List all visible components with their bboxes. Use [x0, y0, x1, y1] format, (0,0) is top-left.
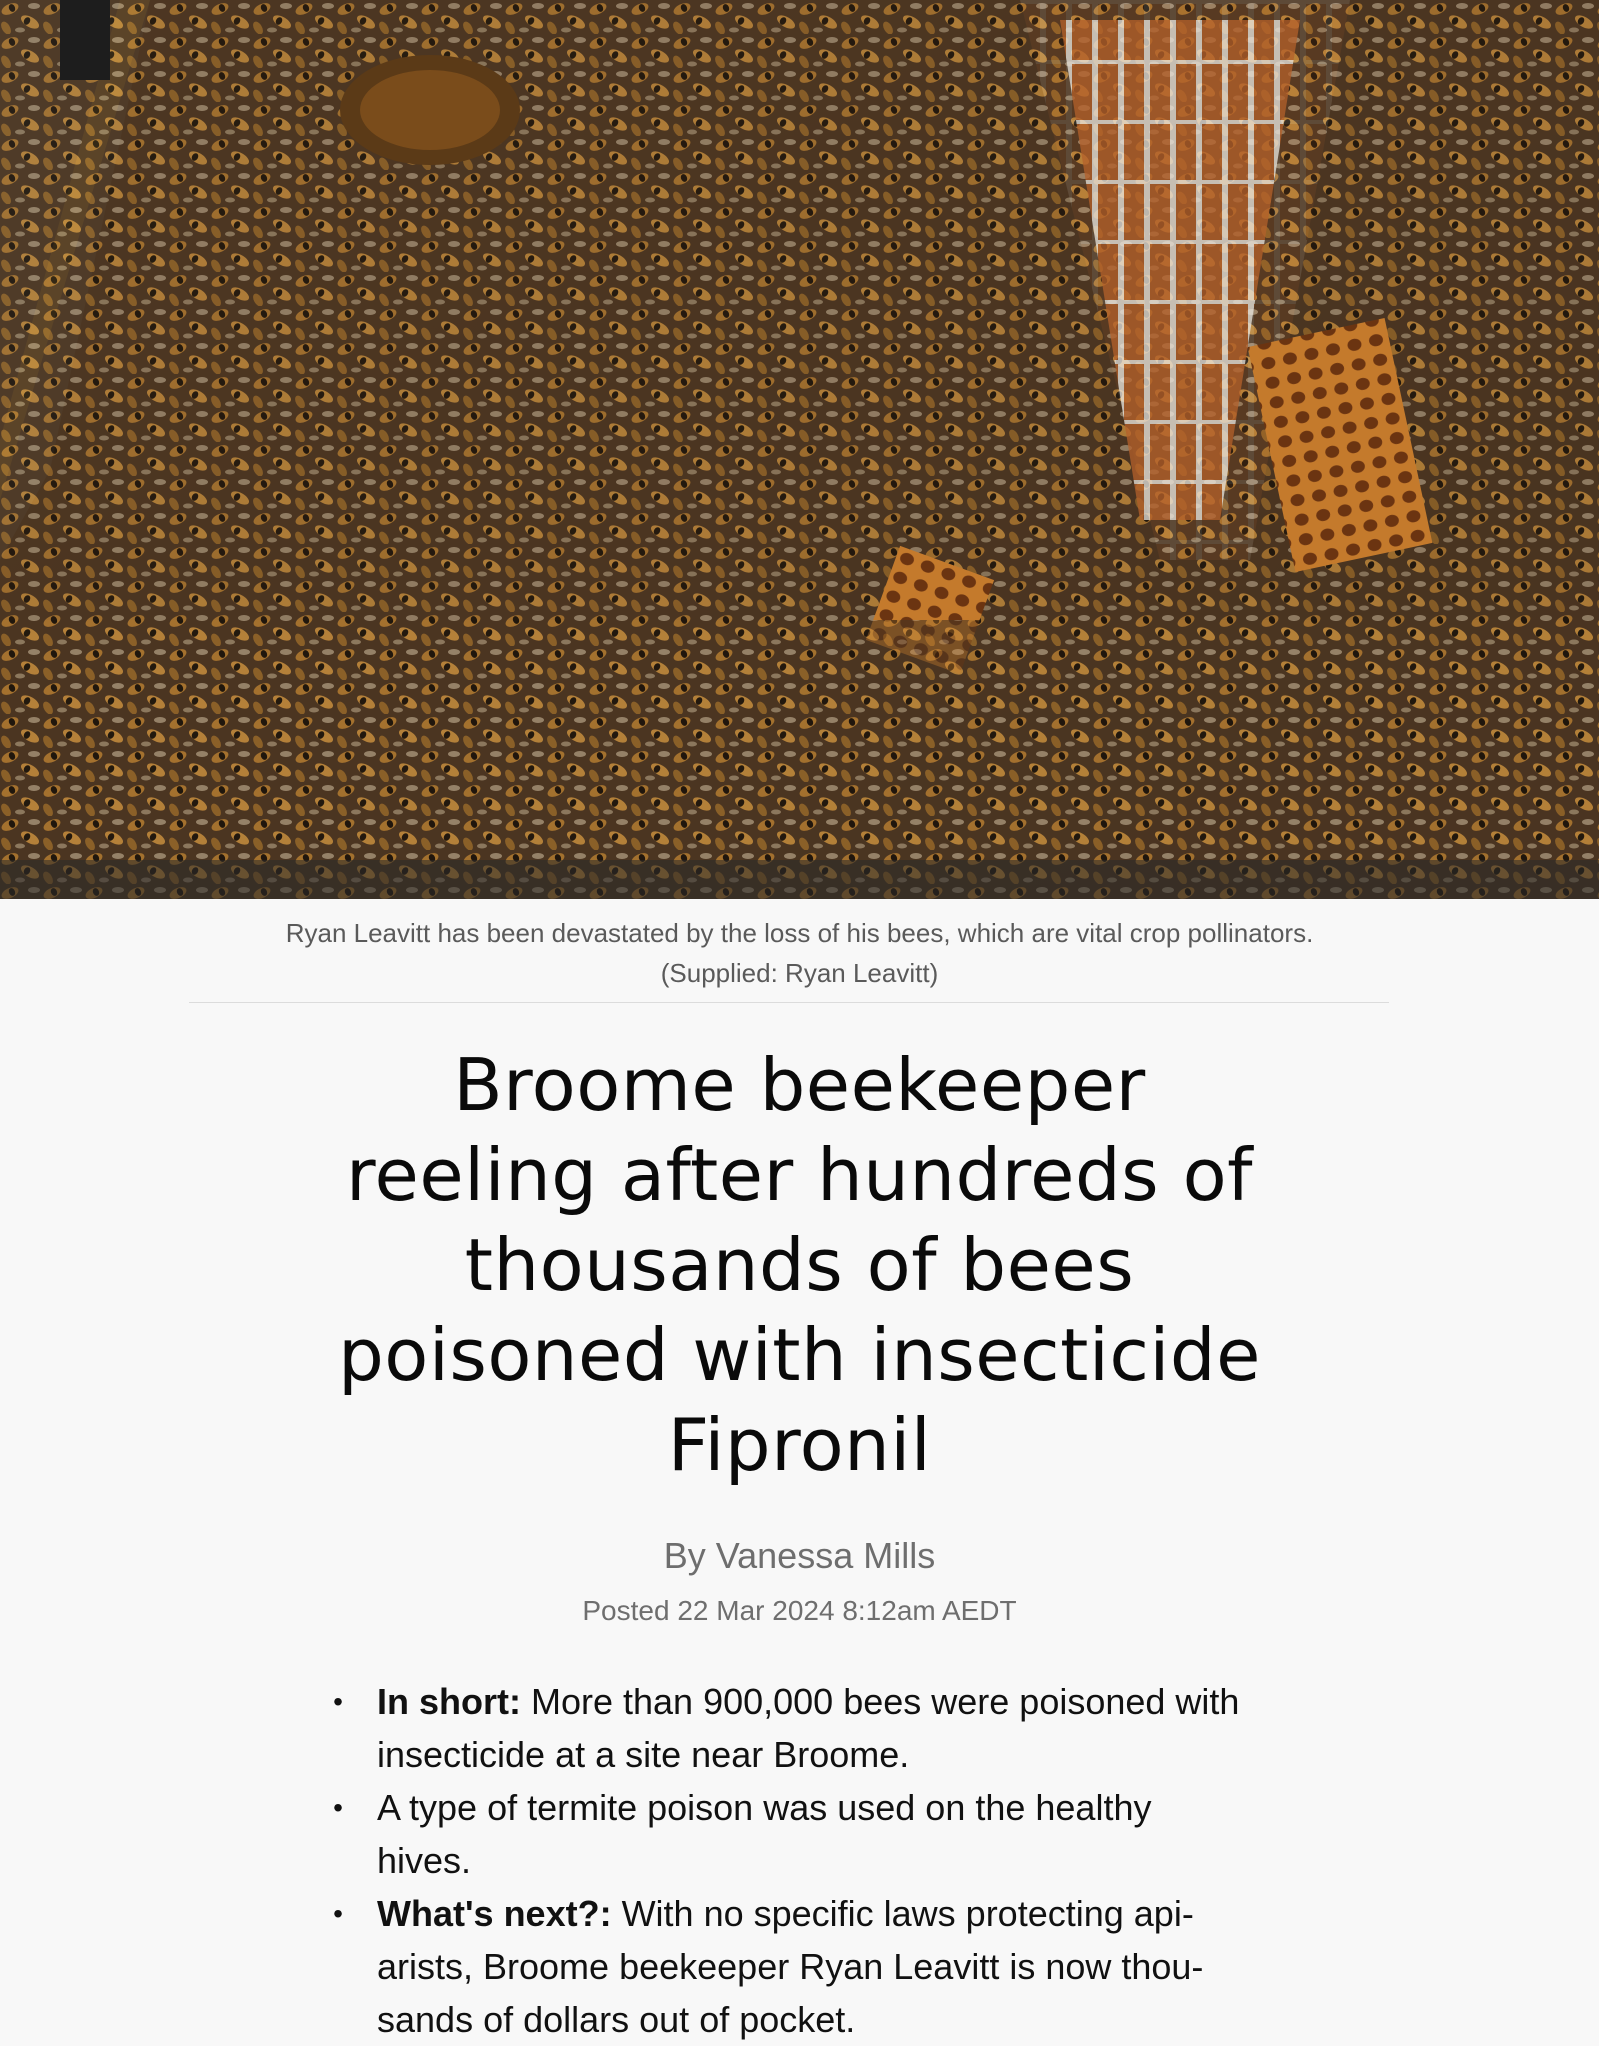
list-item-text: sands of dollars out of pocket.	[377, 1999, 856, 2040]
author-byline[interactable]: By Vanessa Mills	[663, 1535, 936, 1576]
caption-credit: (Supplied: Ryan Leavitt)	[660, 958, 939, 988]
article-headline	[300, 1040, 1299, 1490]
list-item-lead: In short:	[377, 1681, 521, 1722]
bullet-icon: •	[333, 1898, 343, 1929]
list-item-text: A type of termite poison was used on the healthy	[377, 1787, 1152, 1828]
key-points-list	[328, 1675, 1258, 2046]
posted-date: Posted 22 Mar 2024 8:12am AEDT	[582, 1595, 1017, 1626]
list-item-text: hives.	[377, 1840, 472, 1881]
list-item	[328, 1781, 1258, 1887]
list-item-text: More than 900,000 bees were poisoned with	[520, 1681, 1240, 1722]
bees-photo-icon	[0, 0, 1599, 899]
list-item-text: arists, Broome beekeeper Ryan Leavitt is now thou-	[377, 1946, 1204, 1987]
list-item-text: insecticide at a site near Broome.	[377, 1734, 910, 1775]
list-item	[328, 1675, 1258, 1781]
bullet-icon: •	[333, 1792, 343, 1823]
list-item-lead: What's next?:	[377, 1893, 612, 1934]
caption-divider	[189, 1002, 1389, 1003]
headline-line: Broome beekeeper	[453, 1043, 1146, 1127]
headline-line: reeling after hundreds of	[346, 1133, 1253, 1217]
hero-image	[0, 0, 1599, 899]
bullet-icon: •	[333, 1686, 343, 1717]
list-item-text: With no specific laws protecting api-	[611, 1893, 1194, 1934]
headline-line: thousands of bees	[464, 1223, 1135, 1307]
list-item	[328, 1887, 1258, 2046]
headline-line: Fipronil	[667, 1403, 932, 1487]
headline-line: poisoned with insecticide	[338, 1313, 1261, 1397]
image-caption	[0, 913, 1599, 993]
caption-text: Ryan Leavitt has been devastated by the loss of his bees, which are vital crop pollinators.	[285, 918, 1314, 948]
